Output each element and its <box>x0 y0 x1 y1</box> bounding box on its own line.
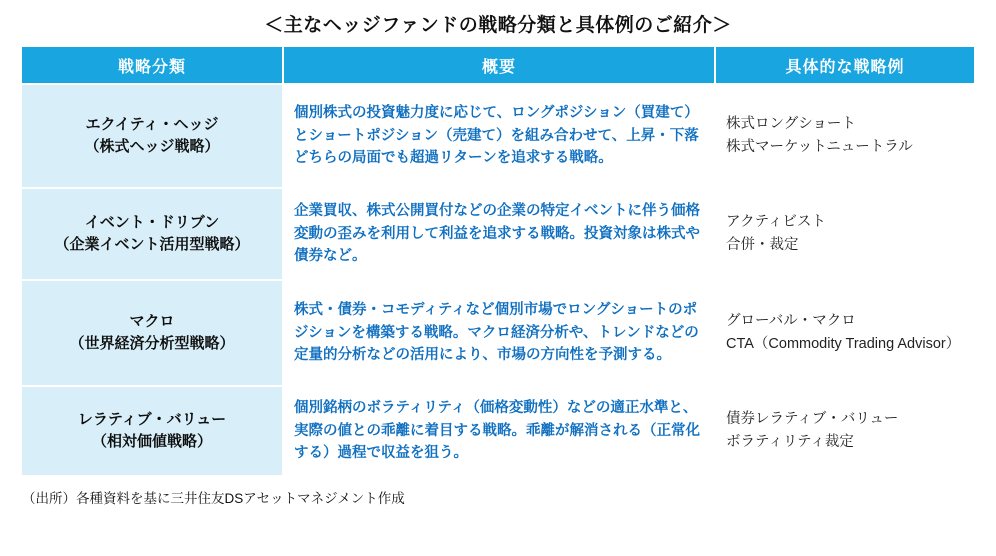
category-line-2: （相対価値戦略） <box>91 433 212 450</box>
cell-category <box>21 386 283 476</box>
category-line-1: エクイティ・ヘッジ <box>85 115 219 133</box>
column-header-example: 具体的な戦略例 <box>715 47 975 84</box>
cell-category <box>21 188 283 280</box>
example-line-1: 株式ロングショート <box>726 115 856 132</box>
page-title: ＜主なヘッジファンドの戦略分類と具体例のご紹介＞ <box>264 15 732 36</box>
cell-category <box>21 84 283 188</box>
example-line-1: アクティビスト <box>726 213 826 230</box>
category-line-2: （世界経済分析型戦略） <box>69 335 235 352</box>
cell-summary: 企業買収、株式公開買付などの企業の特定イベントに伴う価格変動の歪みを利用して利益を追求する戦略。投資対象は株式や債券など。 <box>283 188 715 280</box>
table-row <box>21 84 975 188</box>
column-header-category: 戦略分類 <box>21 47 283 84</box>
cell-summary: 株式・債券・コモディティなど個別市場でロングショートのポジションを構築する戦略。マクロ経済分析や、トレンドなどの定量的分析などの活用により、市場の方向性を予測する。 <box>283 280 715 386</box>
cell-example <box>715 280 975 386</box>
strategy-table <box>20 47 976 477</box>
example-line-2: CTA（Commodity Trading Advisor） <box>726 336 961 352</box>
table-header <box>21 47 975 84</box>
category-line-1: マクロ <box>129 312 175 330</box>
example-line-2: ボラティリティ裁定 <box>726 434 854 450</box>
category-line-2: （企業イベント活用型戦略） <box>54 236 250 253</box>
category-line-1: レラティブ・バリュー <box>77 410 227 428</box>
source-note: （出所）各種資料を基に三井住友DSアセットマネジメント作成 <box>22 491 405 506</box>
table-row <box>21 386 975 476</box>
table-row <box>21 188 975 280</box>
category-line-2: （株式ヘッジ戦略） <box>84 138 220 155</box>
table-row <box>21 280 975 386</box>
cell-category <box>21 280 283 386</box>
table-body <box>21 84 975 476</box>
column-header-summary: 概要 <box>283 47 715 84</box>
cell-example <box>715 386 975 476</box>
table-header-row <box>21 47 975 84</box>
cell-summary: 個別株式の投資魅力度に応じて、ロングポジション（買建て）とショートポジション（売建て）を組み合わせて、上昇・下落どちらの局面でも超過リターンを追求する戦略。 <box>283 84 715 188</box>
cell-example <box>715 188 975 280</box>
category-line-1: イベント・ドリブン <box>84 213 220 231</box>
cell-example <box>715 84 975 188</box>
example-line-1: 債券レラティブ・バリュー <box>726 410 899 427</box>
example-line-1: グローバル・マクロ <box>726 312 856 329</box>
example-line-2: 株式マーケットニュートラル <box>726 139 913 155</box>
example-line-2: 合併・裁定 <box>726 237 799 253</box>
cell-summary: 個別銘柄のボラティリティ（価格変動性）などの適正水準と、実際の値との乖離に着目する戦略。乖離が解消される（正常化する）過程で収益を狙う。 <box>283 386 715 476</box>
